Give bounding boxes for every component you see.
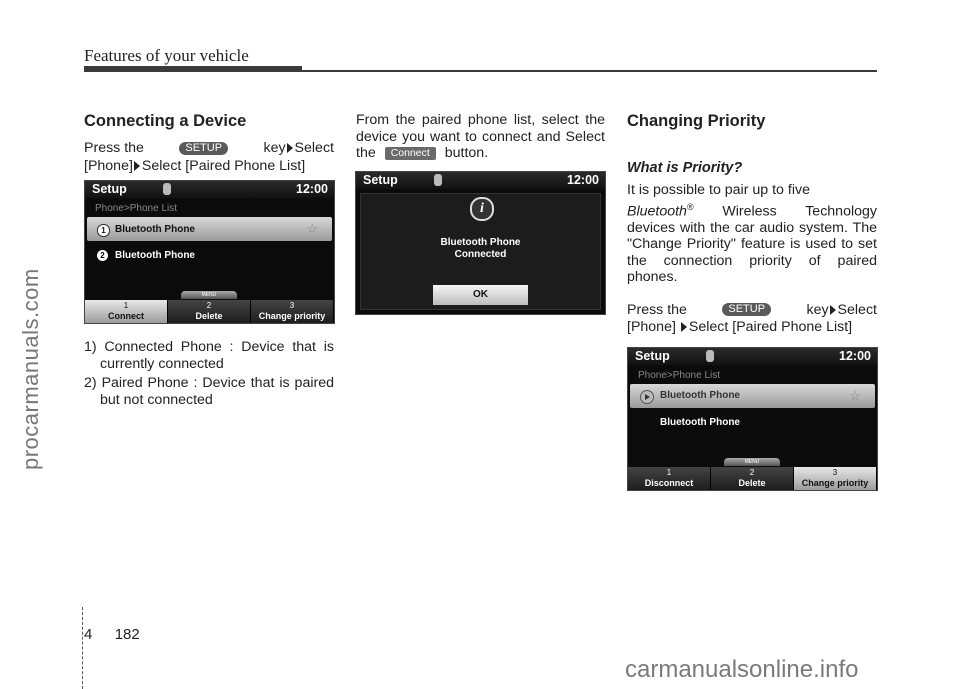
screen-title: Setup [92,182,127,196]
menu-tab[interactable]: MENU [181,291,237,299]
column-priority [627,112,877,336]
number-2-icon: 2 [97,250,108,261]
bluetooth-icon [163,183,171,195]
screen-title: Setup [635,349,670,363]
list-item: 2) Paired Phone : Device that is paired but not connected [84,375,334,408]
page-number-value: 182 [114,626,140,643]
header-rule-thin [302,70,877,72]
text-select: Select [294,140,334,156]
section-number: 4 [84,626,93,643]
bluetooth-icon [706,350,714,362]
screen-connected [355,171,606,315]
text-press-the: Press the [627,301,687,318]
instruction-line-2 [627,319,877,336]
side-watermark: procarmanuals.com [18,268,43,470]
text-paired-list: Select [Paired Phone List] [688,319,853,336]
phone-row-1-label: Bluetooth Phone [660,390,740,401]
setup-key-chip: SETUP [722,303,771,316]
text-paired-list: Select [Paired Phone List] [141,157,306,174]
popup-message-line-1: Bluetooth Phone [440,237,521,248]
arrow-icon [287,143,293,153]
column-connecting [84,112,334,174]
arrow-icon [134,161,140,171]
number-1-icon: 1 [97,224,110,237]
popup-message-line-2: Connected [454,249,507,260]
page-header-title: Features of your vehicle [84,46,249,65]
page-divider [82,607,84,689]
screen-time: 12:00 [839,349,871,363]
bluetooth-icon [434,174,442,186]
text-key: key [806,301,829,318]
instruction-line-2 [84,158,334,175]
instruction-line-1 [627,302,877,319]
text-phone: [Phone] [84,157,133,174]
phone-row-2-label: Bluetooth Phone [660,417,740,428]
legend-list [84,339,334,408]
star-icon: ☆ [849,388,861,403]
star-icon: ☆ [306,221,318,236]
subheading-what-is-priority: What is Priority? [627,160,743,176]
menu-tab[interactable]: MENU [724,458,780,466]
softkey-delete[interactable]: 2 Delete [168,300,251,323]
list-item: 1) Connected Phone : Device that is currently connected [84,339,334,372]
screen-time: 12:00 [296,182,328,196]
text-priority-desc: Wireless Technology devices with the car audio system. The "Change Priority" feature is used to set the connection priority of paired phones. [627,203,877,286]
header-rule-thick [84,66,302,72]
screen-breadcrumb: Phone>Phone List [638,370,721,381]
screen-title: Setup [363,173,398,187]
text-bluetooth: Bluetooth [627,203,687,220]
softkey-change-priority[interactable]: 3 Change priority [251,300,334,323]
arrow-icon [681,322,687,332]
priority-paragraph [627,182,877,286]
bottom-watermark: carmanualsonline.info [625,656,859,683]
screen-breadcrumb: Phone>Phone List [95,203,178,214]
softkey-bar [85,300,334,323]
arrow-icon [830,305,836,315]
text-select: Select [837,301,877,318]
screen-time: 12:00 [567,173,599,187]
phone-row-1-label: Bluetooth Phone [115,224,195,235]
softkey-change-priority[interactable]: 3 Change priority [794,467,877,490]
popup-message [356,237,605,261]
text-press-the: Press the [84,140,144,156]
heading-connecting-device: Connecting a Device [84,112,247,130]
page-number [84,626,140,643]
text-connect-instructions: From the paired phone list, select the device you want to connect and Select the [356,112,605,161]
connect-button-chip: Connect [385,147,436,160]
setup-key-chip: SETUP [179,142,228,155]
screen-phone-list [84,180,335,324]
softkey-connect[interactable]: 1 Connect [85,300,168,323]
play-icon [640,390,654,404]
softkey-delete[interactable]: 2 Delete [711,467,794,490]
text-pair-up: It is possible to pair up to five [627,182,810,198]
text-key: key [263,140,286,156]
phone-row-2-label: Bluetooth Phone [115,250,195,261]
text-button: button. [444,145,489,161]
instruction-line-1 [84,140,334,157]
registered-mark: ® [686,201,694,212]
heading-changing-priority: Changing Priority [627,112,766,130]
softkey-bar [628,467,877,490]
info-icon: i [470,197,494,221]
ok-button[interactable]: OK [433,285,528,305]
text-phone: [Phone] [627,319,676,336]
screen-change-priority [627,347,878,491]
column-connect-text [356,112,605,162]
softkey-disconnect[interactable]: 1 Disconnect [628,467,711,490]
